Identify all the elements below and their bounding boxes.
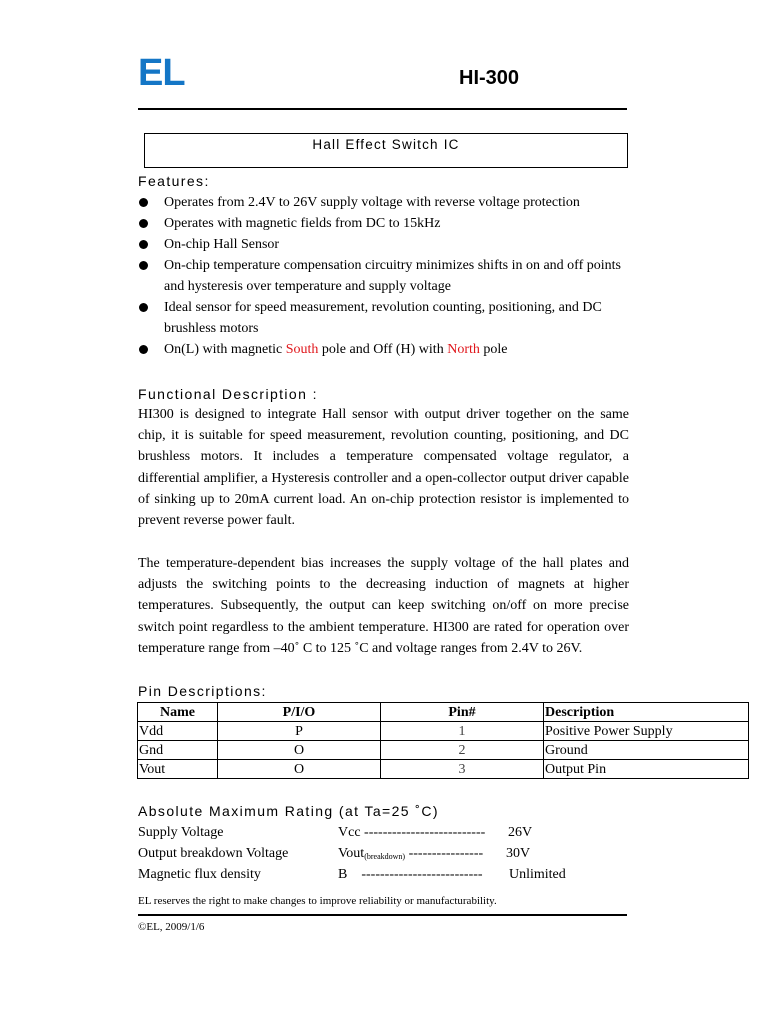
table-cell: Output Pin (544, 760, 749, 779)
features-heading: Features: (138, 173, 210, 189)
table-cell: 2 (381, 741, 544, 760)
table-cell: Ground (544, 741, 749, 760)
document-title: Hall Effect Switch IC (144, 133, 628, 168)
bullet-icon (139, 345, 148, 354)
rating-label: Supply Voltage (138, 825, 224, 840)
table-cell: 3 (381, 760, 544, 779)
rating-label: Output breakdown Voltage (138, 846, 289, 861)
features-list (138, 192, 638, 360)
table-cell: Vout (138, 760, 218, 779)
rating-symbol: B -------------------------- (338, 867, 483, 882)
functional-heading: Functional Description : (138, 386, 318, 402)
list-item: Operates from 2.4V to 26V supply voltage with reverse voltage protection (138, 192, 638, 213)
table-cell: 1 (381, 722, 544, 741)
pins-heading: Pin Descriptions: (138, 683, 267, 699)
table-cell: Positive Power Supply (544, 722, 749, 741)
list-item: Operates with magnetic fields from DC to 15kHz (138, 213, 638, 234)
functional-paragraph-1: HI300 is designed to integrate Hall sensor with output driver together on the same chip, it is suitable for speed measurement, revolution counting, positioning, and DC brushless motors. It includes a temperature compensated voltage regulator, a differential amplifier, a Hysteresis controller and a open-collector output driver capable of sinking up to 20mA current load. An on-chip protection resistor is implemented to prevent reverse power fault. (138, 407, 629, 529)
header-divider (138, 108, 627, 110)
rating-symbol: Vcc -------------------------- (338, 825, 486, 840)
list-item: On-chip temperature compensation circuitry minimizes shifts in on and off points and hysteresis over temperature and supply voltage (138, 255, 638, 297)
pin-table (137, 702, 749, 779)
table-row (138, 760, 749, 779)
north-pole-highlight: North (447, 342, 480, 357)
bullet-icon (139, 303, 148, 312)
list-item: On(L) with magnetic South pole and Off (H) with North pole (138, 339, 638, 360)
column-header: Name (138, 703, 218, 722)
bullet-icon (139, 240, 148, 249)
bullet-icon (139, 261, 148, 270)
rating-value: 26V (508, 825, 533, 840)
table-row (138, 741, 749, 760)
list-item: Ideal sensor for speed measurement, revolution counting, positioning, and DC brushless motors (138, 297, 638, 339)
bullet-icon (139, 219, 148, 228)
column-header: Description (544, 703, 749, 722)
list-item: On-chip Hall Sensor (138, 234, 638, 255)
table-header-row (138, 703, 749, 722)
rating-symbol: Vout$_{(breakdown)}$ ---------------- (338, 846, 484, 861)
south-pole-highlight: South (285, 342, 319, 357)
table-cell: Gnd (138, 741, 218, 760)
model-number: HI-300 (459, 67, 520, 89)
ratings-heading: Absolute Maximum Rating (at Ta=25 ˚C) (138, 803, 439, 819)
rating-value: Unlimited (509, 867, 566, 882)
table-cell: P (218, 722, 381, 741)
functional-paragraph-2: The temperature-dependent bias increases the supply voltage of the hall plates and adjusts the switching points to the decreasing induction of magnets at higher temperatures. Subsequently, the output can keep switching on/off on more precise switch point regardless to the ambient temperature. HI300 are rated for operation over temperature range from –40˚ C to 125 ˚C and voltage ranges from 2.4V to 26V. (138, 556, 629, 656)
copyright: ©EL, 2009/1/6 (138, 921, 205, 933)
rating-label: Magnetic flux density (138, 867, 261, 882)
bullet-icon (139, 198, 148, 207)
column-header: P/I/O (218, 703, 381, 722)
table-cell: O (218, 741, 381, 760)
table-row (138, 722, 749, 741)
rating-value: 30V (506, 846, 531, 861)
column-header: Pin# (381, 703, 544, 722)
disclaimer-note: EL reserves the right to make changes to improve reliability or manufacturability. (138, 895, 497, 907)
company-logo: EL (138, 52, 185, 94)
table-cell: Vdd (138, 722, 218, 741)
table-cell: O (218, 760, 381, 779)
footer-divider (138, 914, 627, 916)
